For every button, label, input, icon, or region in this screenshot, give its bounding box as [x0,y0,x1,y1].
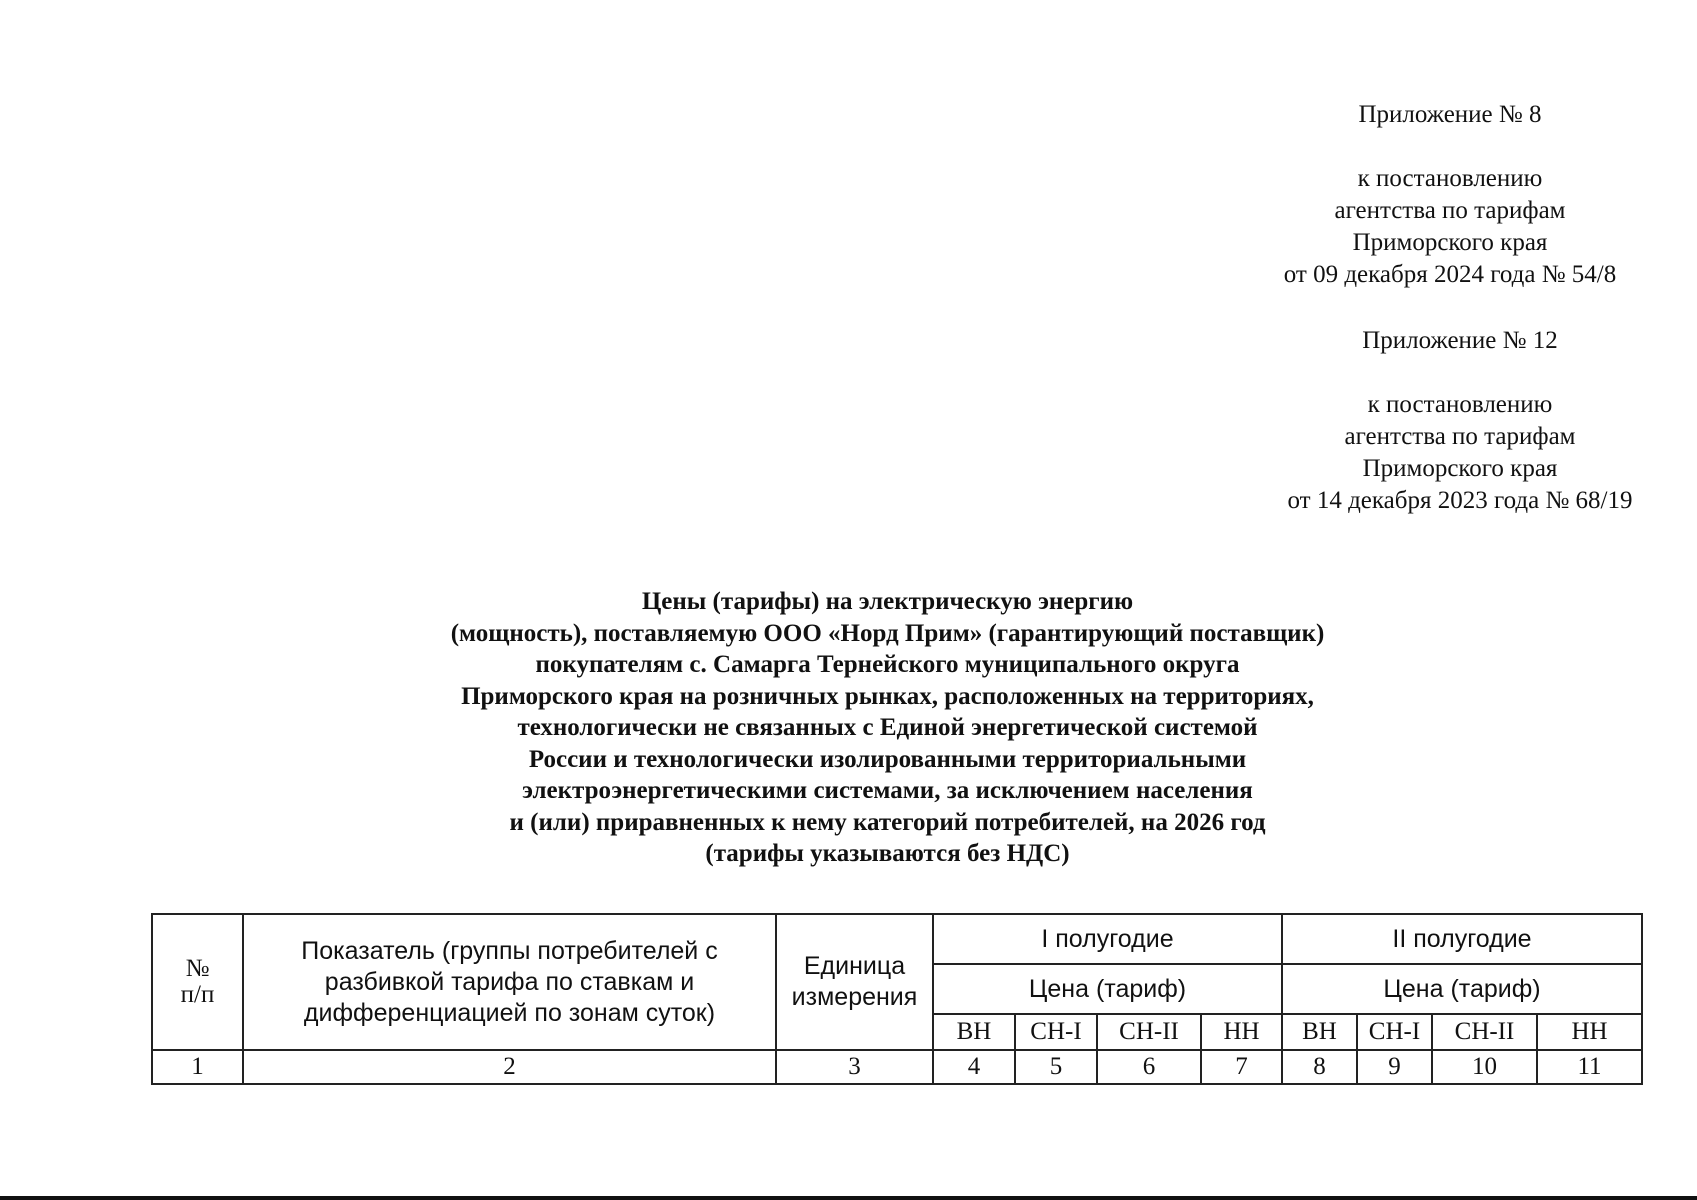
title-line: технологически не связанных с Единой энергетической системой [517,714,1258,741]
appendix-12-line: от 14 декабря 2023 года № 68/19 [1287,487,1633,514]
title-line: и (или) приравненных к нему категорий потребителей, на 2026 год [509,808,1266,836]
column-number: 2 [243,1050,776,1084]
header-half-2: II полугодие [1282,914,1642,964]
voltage-sn2: СН-II [1097,1014,1201,1050]
header-price-2: Цена (тариф) [1282,964,1642,1014]
column-number: 9 [1357,1050,1432,1084]
voltage-vn: ВН [933,1014,1015,1050]
header-half-1: I полугодие [933,914,1282,964]
appendix-8-line: от 09 декабря 2024 года № 54/8 [1283,261,1617,288]
title-line: электроэнергетическими системами, за исключением населения [522,777,1253,804]
appendix-8-title: Приложение № 8 [1358,101,1542,128]
header-number: № п/п [152,914,243,1050]
appendix-12-block [1190,325,1697,517]
column-number: 10 [1432,1050,1537,1084]
header-price-1: Цена (тариф) [933,964,1282,1014]
title-line: Цены (тарифы) на электрическую энергию [641,588,1134,615]
title-line: России и технологически изолированными территориальными [528,745,1247,773]
voltage-sn1: СН-I [1357,1014,1432,1050]
voltage-sn1: СН-I [1015,1014,1097,1050]
column-number: 7 [1201,1050,1282,1084]
column-number: 3 [776,1050,933,1084]
column-number: 8 [1282,1050,1357,1084]
appendix-12-title: Приложение № 12 [1362,327,1558,354]
title-line: (тарифы указываются без НДС) [705,840,1070,867]
appendix-12-line: Приморского края [1362,455,1558,482]
column-number: 1 [152,1050,243,1084]
voltage-sn2: СН-II [1432,1014,1537,1050]
header-unit: Единица измерения [776,914,933,1050]
appendix-8-line: Приморского края [1352,229,1548,256]
appendix-8-line: к постановлению [1357,165,1543,192]
appendix-12-line: агентства по тарифам [1344,423,1576,450]
voltage-nn: НН [1537,1014,1642,1050]
voltage-nn: НН [1201,1014,1282,1050]
document-title [300,586,1475,870]
appendix-8-line: агентства по тарифам [1334,197,1566,224]
tariff-table [151,913,1643,1085]
title-line: покупателям с. Самарга Тернейского муниципального округа [535,651,1240,678]
column-number: 4 [933,1050,1015,1084]
appendix-12-line: к постановлению [1367,391,1553,418]
voltage-vn: ВН [1282,1014,1357,1050]
scan-bottom-edge [0,1196,1697,1200]
title-line: Приморского края на розничных рынках, расположенных на территориях, [461,682,1314,710]
column-number: 11 [1537,1050,1642,1084]
column-number: 6 [1097,1050,1201,1084]
column-number: 5 [1015,1050,1097,1084]
header-indicator: Показатель (группы потребителей с разбивкой тарифа по ставкам и дифференциацией по зонам суток) [243,914,776,1050]
appendix-8-block [1180,99,1697,291]
title-line: (мощность), поставляемую ООО «Норд Прим» (гарантирующий поставщик) [450,619,1325,647]
